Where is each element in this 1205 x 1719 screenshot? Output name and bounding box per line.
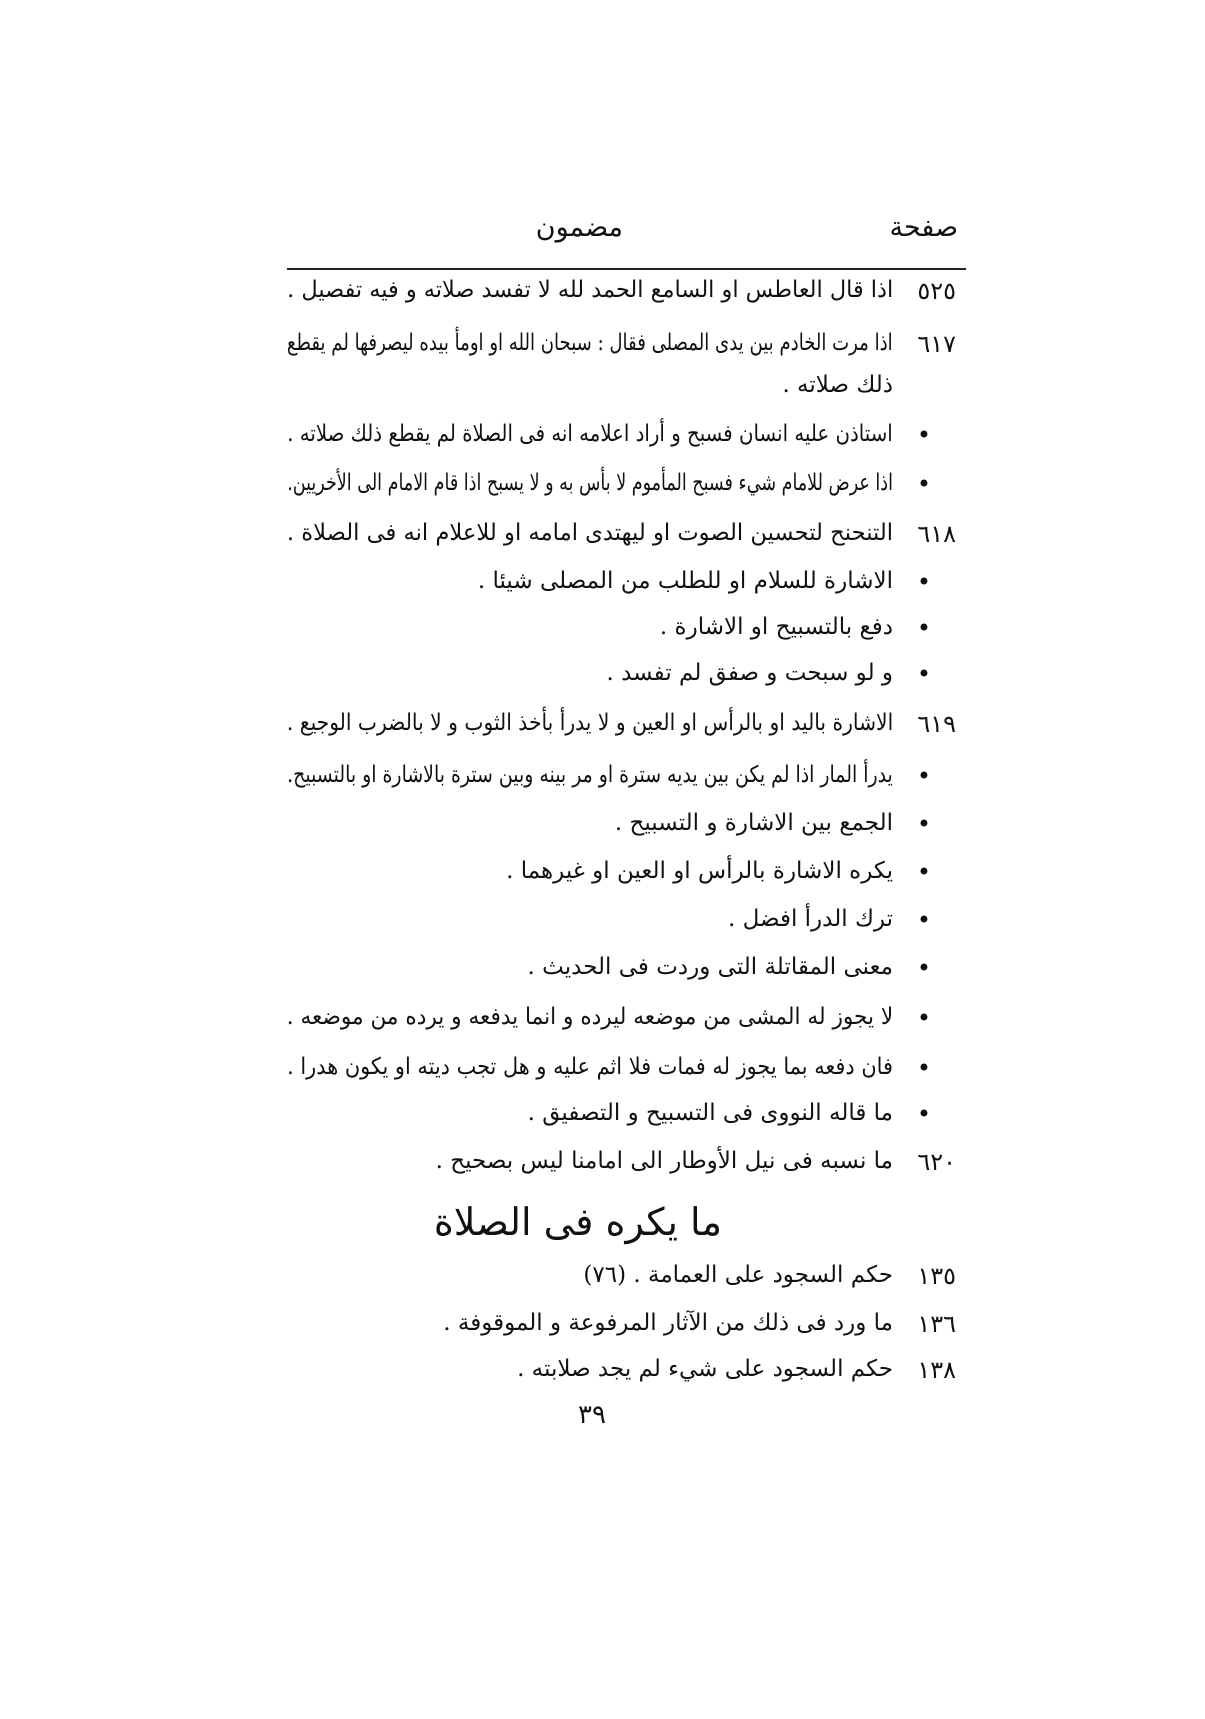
entry-page-number: ١٣٥ <box>917 1262 956 1290</box>
index-subentry <box>0 614 1205 654</box>
subject-column-header: مضمون <box>535 212 623 243</box>
entry-page-number: ٦٢٠ <box>917 1148 956 1176</box>
bullet-marker: • <box>916 810 931 838</box>
bullet-marker: • <box>916 906 931 934</box>
bullet-marker: • <box>916 1100 931 1128</box>
page-number: ٣٩ <box>578 1400 606 1430</box>
entry-text-continuation: ذلك صلاته . <box>782 372 893 398</box>
entry-page-number: ٥٢٥ <box>917 277 956 305</box>
index-subentry <box>0 762 1205 802</box>
index-subentry <box>0 1100 1205 1140</box>
page-column-header: صفحة <box>889 212 958 243</box>
entry-text: ما نسبه فى نيل الأوطار الى امامنا ليس بصحيح . <box>435 1148 893 1174</box>
entry-page-number: ٦١٧ <box>917 330 956 358</box>
entry-text: يدرأ المار اذا لم يكن بين يديه سترة او مر بينه وبين سترة بالاشارة او بالتسبيح. <box>287 762 893 788</box>
index-entry-continuation <box>0 372 1205 412</box>
header-rule <box>287 268 966 270</box>
index-subentry <box>0 1004 1205 1044</box>
entry-page-number: ٦١٩ <box>917 710 956 738</box>
entry-text: دفع بالتسبيح او الاشارة . <box>659 614 893 640</box>
index-subentry <box>0 421 1205 461</box>
index-subentry <box>0 568 1205 608</box>
bullet-marker: • <box>916 1054 931 1082</box>
entry-text: معنى المقاتلة التى وردت فى الحديث . <box>527 954 893 980</box>
index-subentry <box>0 1054 1205 1094</box>
entry-text: حكم السجود على شيء لم يجد صلابته . <box>517 1356 893 1382</box>
bullet-marker: • <box>916 762 931 790</box>
index-entry <box>0 1148 1205 1188</box>
entry-text: الجمع بين الاشارة و التسبيح . <box>614 810 893 836</box>
index-subentry <box>0 810 1205 850</box>
index-entry <box>0 1262 1205 1302</box>
index-subentry <box>0 906 1205 946</box>
bullet-marker: • <box>916 470 931 498</box>
bullet-marker: • <box>916 954 931 982</box>
entry-text: الاشارة للسلام او للطلب من المصلى شيئا . <box>477 568 893 594</box>
index-entry <box>0 520 1205 560</box>
entry-text: حكم السجود على العمامة . (٧٦) <box>583 1262 893 1288</box>
bullet-marker: • <box>916 660 931 688</box>
entry-text: اذا مرت الخادم بين يدى المصلى فقال : سبحان الله او اومأ بيده ليصرفها لم يقطع <box>287 330 893 356</box>
entry-text: الاشارة باليد او بالرأس او العين و لا يدرأ بأخذ الثوب و لا بالضرب الوجيع . <box>286 710 893 736</box>
bullet-marker: • <box>916 614 931 642</box>
entry-page-number: ٦١٨ <box>917 520 956 548</box>
section-heading: ما يكره فى الصلاة <box>433 1200 722 1244</box>
entry-text: اذا عرض للامام شيء فسبح المأموم لا بأس به و لا يسبح اذا قام الامام الى الأخريين. <box>287 470 893 496</box>
index-entry <box>0 330 1205 370</box>
index-entry <box>0 710 1205 750</box>
entry-text: استاذن عليه انسان فسبح و أراد اعلامه انه فى الصلاة لم يقطع ذلك صلاته . <box>287 421 893 447</box>
entry-text: فان دفعه بما يجوز له فمات فلا اثم عليه و هل تجب ديته او يكون هدرا . <box>287 1054 893 1080</box>
index-subentry <box>0 660 1205 700</box>
entry-text: اذا قال العاطس او السامع الحمد لله لا تفسد صلاته و فيه تفصيل . <box>286 277 893 303</box>
entry-text: يكره الاشارة بالرأس او العين او غيرهما . <box>506 858 893 884</box>
bullet-marker: • <box>916 421 931 449</box>
entry-text: و لو سبحت و صفق لم تفسد . <box>606 660 893 686</box>
index-entry <box>0 277 1205 317</box>
entry-text: ترك الدرأ افضل . <box>727 906 893 932</box>
bullet-marker: • <box>916 568 931 596</box>
entry-text: لا يجوز له المشى من موضعه ليرده و انما يدفعه و يرده من موضعه . <box>286 1004 893 1030</box>
index-entry <box>0 1356 1205 1396</box>
entry-text: ما ورد فى ذلك من الآثار المرفوعة و الموقوفة . <box>443 1310 893 1336</box>
bullet-marker: • <box>916 1004 931 1032</box>
entry-page-number: ١٣٨ <box>917 1356 956 1384</box>
index-entry <box>0 1310 1205 1350</box>
entry-page-number: ١٣٦ <box>917 1310 956 1338</box>
entry-text: ما قاله النووى فى التسبيح و التصفيق . <box>527 1100 893 1126</box>
index-subentry <box>0 954 1205 994</box>
index-subentry <box>0 858 1205 898</box>
entry-text: التنحنح لتحسين الصوت او ليهتدى امامه او للاعلام انه فى الصلاة . <box>286 520 893 546</box>
index-subentry <box>0 470 1205 510</box>
bullet-marker: • <box>916 858 931 886</box>
